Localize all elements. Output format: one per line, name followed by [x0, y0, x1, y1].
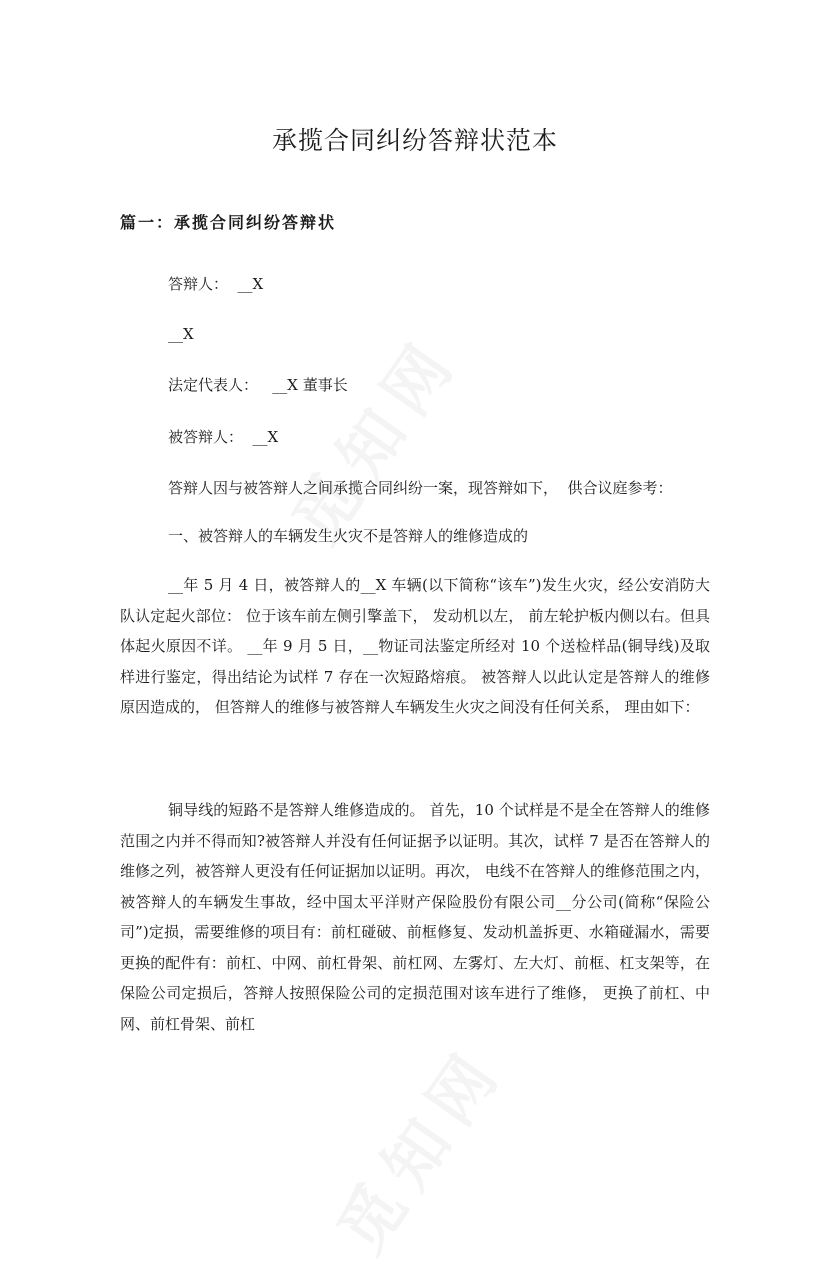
body-paragraph: 铜导线的短路不是答辩人维修造成的。 首先，10 个试样是不是全在答辩人的维修范围之内并不得而知?被答辩人并没有任何证据予以证明。其次，试样 7 是否在答辩人的维修之列，被答辩人更没有任何证据加以证明。再次， 电线不在答辩人的维修范围之内， 被答辩人的车辆发生事故，经中国太平洋财产保险股份有限公司__分公司(简称“保险公司”)定损，需要维修的项目有：前杠碰破、前框修复、发动机盖拆更、水箱碰漏水，需要更换的配件有：前杠、中网、前杠骨架、前杠网、左雾灯、左大灯、前框、杠支架等，在保险公司定损后，答辩人按照保险公司的定损范围对该车进行了维修， 更换了前杠、中网、前杠骨架、前杠	[120, 801, 710, 1033]
document-title: 承揽合同纠纷答辩状范本	[271, 126, 558, 155]
respondent-line: 答辩人： __X	[168, 275, 264, 293]
intro-line: 答辩人因与被答辩人之间承揽合同纠纷一案，现答辩如下， 供合议庭参考：	[168, 479, 673, 497]
legal-representative-line: 法定代表人： __X 董事长	[168, 376, 348, 394]
claimant-line: 被答辩人： __X	[168, 428, 279, 446]
watermark	[267, 314, 477, 558]
respondent-line-cont: __X	[168, 325, 194, 343]
body-paragraph: __年 5 月 4 日，被答辩人的__X 车辆(以下简称“该车”)发生火灾，经公安消防大队认定起火部位： 位于该车前左侧引擎盖下， 发动机以左， 前左轮护板内侧以右。但具体起火原因不详。 __年 9 月 5 日，__物证司法鉴定所经对 10 个送检样品(铜导线)及取样进行鉴定，得出结论为试样 7 存在一次短路熔痕。 被答辩人以此认定是答辩人的维修原因造成的， 但答辩人的维修与被答辩人车辆发生火灾之间没有任何关系， 理由如下：	[120, 576, 710, 716]
watermark	[312, 1024, 522, 1268]
section-heading: 篇一：承揽合同纠纷答辩状	[120, 213, 337, 232]
point-one-heading: 一、被答辩人的车辆发生火灾不是答辩人的维修造成的	[168, 527, 529, 545]
